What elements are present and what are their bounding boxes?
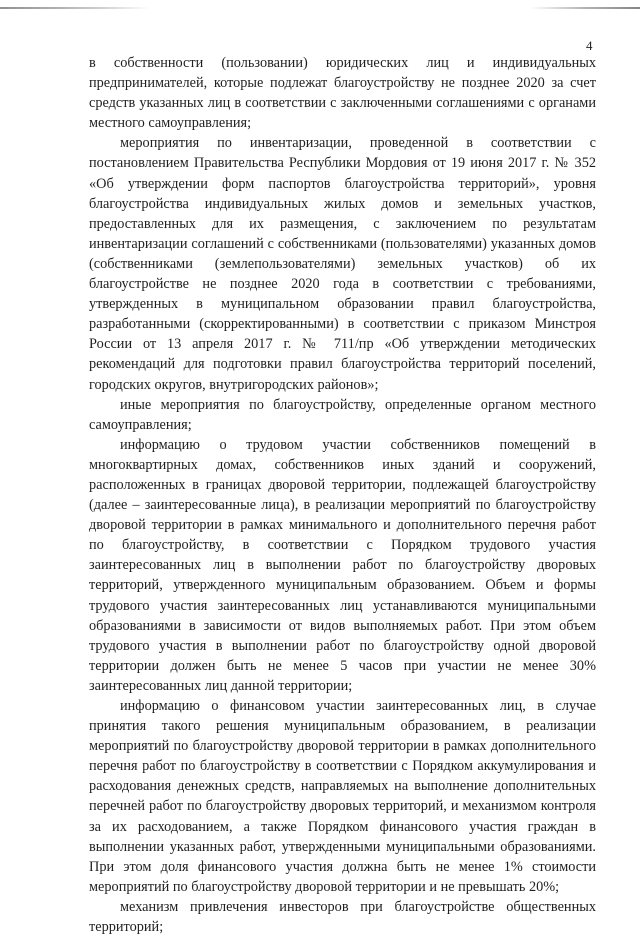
- scan-artifact-right: [530, 7, 640, 9]
- scan-artifact-left: [0, 7, 150, 9]
- document-body: [89, 53, 596, 937]
- paragraph-investor-mechanism: механизм привлечения инвесторов при благоустройстве общественных территорий;: [89, 898, 596, 936]
- paragraph-financial-participation: информацию о финансовом участии заинтересованных лиц, в случае принятия такого решения муниципальным образованием, в реализации мероприятий по благоустройству дворовой территории в рамках дополнительного перечня работ по благоустройству в соответствии с Порядком аккумулирования и расходования денежных средств, направляемых на выполнение дополнительных перечней работ по благоустройству дворовых территорий, и механизмом контроля за их расходованием, а также Порядком финансового участия граждан в выполнении указанных работ, утвержденными муниципальными образованиями. При этом доля финансового участия должна быть не менее 1% стоимости мероприятий по благоустройству дворовой территории и не превышать 20%;: [89, 698, 596, 895]
- page-number: 4: [586, 38, 593, 53]
- paragraph-ownership-continuation: в собственности (пользовании) юридических лиц и индивидуальных предпринимателей, которые подлежат благоустройству не позднее 2020 за счет средств указанных лиц в соответствии с заключенными соглашениями с органами местного самоуправления;: [89, 55, 596, 132]
- paragraph-inventory-measures: мероприятия по инвентаризации, проведенной в соответствии с постановлением Правительства Республики Мордовия от 19 июня 2017 г. № 352 «Об утверждении форм паспортов благоустройства территорий», уровня благоустройства индивидуальных жилых домов и земельных участков, предоставленных для их размещения, с заключением по результатам инвентаризации соглашений с собственниками (пользователями) указанных домов (собственниками (землепользователями) земельных участков) об их благоустройстве не позднее 2020 года в соответствии с требованиями, утвержденных в муниципальном образовании правил благоустройства, разработанными (скорректированными) в соответствии с приказом Минстроя России от 13 апреля 2017 г. № 711/пр «Об утверждении методических рекомендаций для подготовки правил благоустройства территорий поселений, городских округов, внутригородских районов»;: [89, 135, 596, 393]
- paragraph-labor-participation: информацию о трудовом участии собственников помещений в многоквартирных домах, собственников иных зданий и сооружений, расположенных в границах дворовой территории, подлежащей благоустройству (далее – заинтересованные лица), в реализации мероприятий по благоустройству дворовой территории в рамках минимального и дополнительного перечня работ по благоустройству, в соответствии с Порядком трудового участия заинтересованных лиц в выполнении работ по благоустройству дворовых территорий, утвержденного муниципальным образованием. Объем и формы трудового участия заинтересованных лиц устанавливаются муниципальными образованиями в зависимости от видов выполняемых работ. При этом объем трудового участия в выполнении работ по благоустройству одной дворовой территории должен быть не менее 5 часов при участии не менее 30% заинтересованных лиц данной территории;: [89, 436, 596, 694]
- paragraph-other-measures: иные мероприятия по благоустройству, определенные органом местного самоуправления;: [89, 396, 596, 433]
